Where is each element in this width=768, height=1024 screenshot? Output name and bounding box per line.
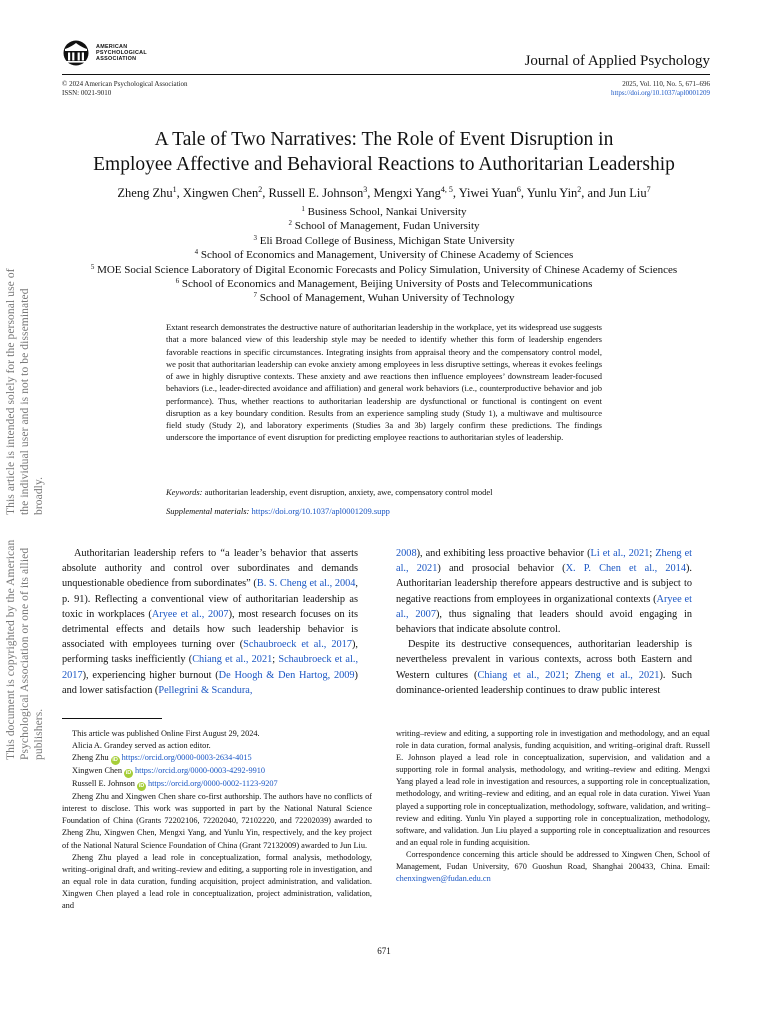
affiliation-number: 3: [253, 233, 257, 242]
logo-line: PSYCHOLOGICAL: [96, 49, 147, 56]
header-meta-left: [62, 80, 187, 98]
affiliation-item: [40, 263, 728, 277]
author-affiliation-mark: 2: [258, 185, 263, 194]
funding-note: Zheng Zhu and Xingwen Chen share co-first authorship. The authors have no conflicts of interest to disclose. This work was supported in part by the National Natural Science Foundation of China (Grants 72202106, 72202040, 72102220, and 72202039) awarded to Zheng Zhu, Xingwen Chen, Mengxi Yang, and Yunlu Yin, respectively, and the key project of the National Natural Science Foundation of China (Grant 72132009) awarded to Jun Liu.: [62, 792, 372, 850]
editor-note: Alicia A. Grandey served as action editor.: [72, 741, 211, 751]
supplemental-materials: [166, 505, 602, 517]
author-name: Jun Liu: [608, 186, 647, 200]
keywords-label: Keywords:: [166, 487, 203, 497]
roles-note-continued: writing–review and editing, a supporting role in investigation and methodology, and an equal role in data curation, formal analysis, funding acquisition, and writing–original draft. Russell E. Johnson played a lead role in conceptualization, supervision, and validation and a supporting role in formal analysis, methodology, and writing–review and editing. Mengxi Yang played a lead role in investigation and resources, a supporting role in conceptualization, methodology, and writing–review and editing, and an equal role in data curation. Yiwei Yuan played a supporting role in conceptualization, methodology, software, validation, and writing–review and editing. Yunlu Yin played a supporting role in conceptualization, methodology, software, and validation. Jun Liu played a supporting role in conceptualization and resources and an equal role in funding acquisition.: [396, 729, 710, 847]
affiliation-item: [40, 205, 728, 219]
author-name: Mengxi Yang: [373, 186, 441, 200]
volume-info: 2025, Vol. 110, No. 5, 671–696: [622, 80, 710, 88]
affiliation-text: School of Management, Wuhan University of Technology: [259, 292, 515, 305]
footnote-rule: [62, 718, 162, 719]
affiliation-number: 5: [90, 262, 95, 271]
affiliation-text: School of Economics and Management, Beijing University of Posts and Telecommunications: [181, 278, 593, 291]
body-text: Despite its destructive consequences, authoritarian leadership is nevertheless prevalent in various contexts, across both Eastern and Western cultures (: [396, 639, 692, 681]
citation-link[interactable]: 2008: [396, 548, 417, 559]
citation-link[interactable]: X. P. Chen et al., 2014: [565, 563, 686, 575]
orcid-author-name: Zheng Zhu: [72, 753, 109, 763]
body-text: ;: [272, 654, 279, 666]
body-text: ), and exhibiting less proactive behavior (: [416, 548, 591, 559]
author-name: Russell E. Johnson: [268, 186, 364, 200]
abstract: Extant research demonstrates the destructive nature of authoritarian leadership in the workplace, yet its widespread use suggests that a more balanced view of this leadership style may be needed to identify whether this form of leadership engenders favorable reactions in specific circumstances. Integrating insights from appraisal theory and the compensatory control model, we posit that authoritarian leadership can evoke anxiety among employees in less disruptive settings, whereas it evokes feelings of awe in highly disruptive contexts. These anxiety and awe reactions then influence employees’ downstream leader-focused behaviors (i.e., leader-directed avoidance and affiliation) and general work behaviors (i.e., counterproductive behavior and job performance). Thus, whether reactions to authoritarian leadership are dysfunctional or functional is contingent on event disruption as a key boundary condition. Results from an experience sampling study (Study 1), a multiwave and multisource field study (Study 2), and laboratory experiments (Studies 3a and 3b) largely confirm these predictions. The findings underscore the importance of event disruption for predicting employee reactions to authoritarian styles of leadership.: [166, 322, 602, 443]
orcid-line: [62, 778, 372, 791]
affiliation-item: [40, 277, 728, 291]
orcid-line: [62, 752, 372, 765]
author-affiliation-mark: 2: [577, 185, 582, 194]
citation-link[interactable]: De Hoogh & Den Hartog, 2009: [218, 669, 355, 681]
citation-link[interactable]: Li et al., 2021: [590, 548, 650, 559]
citation-link[interactable]: Schaubroeck et al., 2017: [243, 639, 352, 651]
body-paragraph: [62, 546, 358, 698]
header-meta-right: [611, 80, 710, 98]
orcid-author-name: Xingwen Chen: [72, 766, 123, 776]
logo-line: AMERICAN: [96, 43, 128, 50]
orcid-icon[interactable]: iD: [138, 783, 145, 790]
body-text: ) and lower satisfaction (: [62, 669, 358, 696]
author-name: Yunlu Yin: [526, 186, 578, 200]
citation-link[interactable]: Schaubroeck et al., 2017: [62, 654, 359, 681]
author-separator: ,: [452, 186, 459, 200]
published-note: This article was published Online First August 29, 2024.: [72, 729, 260, 738]
author-affiliation-mark: 1: [172, 185, 177, 194]
citation-link[interactable]: Aryee et al., 2007: [396, 593, 692, 620]
affiliation-number: 2: [288, 219, 292, 228]
body-text: ), experiencing higher burnout (: [82, 669, 219, 681]
body-text: ). Such dominance-oriented leadership continues to draw public interest: [396, 669, 693, 696]
body-text: ), most research focuses on its detrimental effects and details how such leadership behavior is associated with employees turning over (: [62, 608, 359, 651]
side-notice-line-2: This article is intended solely for the personal use of the individual user and is not to be disseminated broadly.: [5, 268, 45, 516]
journal-name: Journal of Applied Psychology: [524, 53, 710, 69]
correspondence-email-link[interactable]: chenxingwen@fudan.edu.cn: [396, 874, 491, 884]
affiliation-text: Eli Broad College of Business, Michigan State University: [259, 234, 515, 247]
affiliation-item: [40, 248, 728, 262]
copyright-line: © 2024 American Psychological Association: [62, 80, 188, 88]
side-notice-line-1: This document is copyrighted by the American Psychological Association or one of its allied publishers.: [5, 539, 45, 760]
orcid-link[interactable]: https://orcid.org/0000-0002-1123-9207: [147, 779, 278, 789]
affiliation-item: [40, 291, 728, 305]
affiliation-number: 6: [175, 277, 180, 286]
author-list: [40, 185, 728, 201]
author-separator: , and: [581, 186, 609, 200]
orcid-link[interactable]: https://orcid.org/0000-0003-2634-4015: [121, 753, 252, 763]
author-name: Yiwei Yuan: [458, 186, 517, 200]
citation-link[interactable]: Zheng et al., 2021: [396, 548, 693, 575]
keywords: [166, 486, 602, 498]
apa-logo-icon: [62, 40, 90, 66]
issn-line: ISSN: 0021-9010: [62, 89, 112, 97]
author-affiliation-mark: 4, 5: [440, 185, 453, 194]
body-text: , p. 91). Reflecting a conventional view of authoritarian leadership as toxic in workplaces (: [62, 578, 358, 620]
citation-link[interactable]: Aryee et al., 2007: [151, 608, 229, 620]
citation-link[interactable]: Chiang et al., 2021: [477, 669, 566, 681]
orcid-list: [62, 752, 372, 791]
body-text: ). Authoritarian leadership therefore appears destructive and is subject to negative reactions from employees in organizational contexts (: [396, 563, 692, 605]
body-text: ;: [649, 548, 656, 559]
footnote-left: [62, 728, 372, 912]
keywords-text: authoritarian leadership, event disruption, anxiety, awe, compensatory control model: [204, 487, 493, 497]
body-text: ), thus signaling that leaders should avoid engaging in behaviors that indicate absolute control.: [396, 608, 693, 636]
logo-line: ASSOCIATION: [96, 56, 137, 63]
affiliation-list: [40, 205, 728, 306]
footnote-right: [396, 728, 710, 885]
supplemental-link[interactable]: https://doi.org/10.1037/apl0001209.supp: [251, 506, 390, 516]
body-text: Authoritarian leadership refers to “a leader’s behavior that asserts absolute authority and control over subordinates and demands unquestionable obedience from subordinates” (: [62, 548, 358, 590]
orcid-icon[interactable]: iD: [125, 770, 132, 777]
author-name: Zheng Zhu: [117, 186, 173, 200]
correspondence-note: [396, 849, 710, 885]
body-paragraph: [396, 637, 692, 698]
author-affiliation-mark: 6: [516, 185, 521, 194]
orcid-line: [62, 765, 372, 778]
title-line-2: Employee Affective and Behavioral Reactions to Authoritarian Leadership: [93, 153, 675, 175]
body-paragraph: [396, 546, 692, 637]
author-affiliation-mark: 3: [363, 185, 368, 194]
roles-note: Zheng Zhu played a lead role in conceptualization, formal analysis, methodology, writing–original draft, and writing–review and editing, a supporting role in investigation, and an equal role in data curation, funding acquisition, project administration, and validation. Xingwen Chen played a lead role in conceptualization, project administration, validation, and: [62, 852, 372, 911]
body-text: ), performing tasks inefficiently (: [62, 639, 358, 666]
logo-text: [96, 44, 147, 63]
page-header: [62, 40, 710, 96]
affiliation-text: MOE Social Science Laboratory of Digital Economic Forecasts and Policy Simulation, University of Chinese Academy of Sciences: [97, 263, 678, 276]
affiliation-text: School of Management, Fudan University: [294, 220, 480, 233]
supplemental-label: Supplemental materials:: [166, 506, 250, 516]
citation-link[interactable]: Chiang et al., 2021: [192, 654, 273, 666]
citation-link[interactable]: Pellegrini & Scandura,: [158, 684, 253, 696]
author-affiliation-mark: 7: [646, 185, 651, 194]
author-name: Xingwen Chen: [182, 186, 259, 200]
author-separator: ,: [176, 186, 183, 200]
orcid-author-name: Russell E. Johnson: [72, 779, 135, 789]
body-column-left: [62, 546, 358, 698]
author-separator: ,: [520, 186, 527, 200]
author-separator: ,: [367, 186, 374, 200]
article-title: [40, 128, 728, 177]
header-rule: [62, 74, 710, 75]
orcid-icon[interactable]: iD: [112, 757, 118, 764]
affiliation-number: 1: [301, 205, 305, 213]
correspondence-text: Correspondence concerning this article should be addressed to Xingwen Chen, School of Management, Fudan University, 670 Guoshun Road, Shanghai 200433, China. Email:: [396, 849, 710, 872]
orcid-link[interactable]: https://orcid.org/0000-0003-4292-9910: [135, 766, 266, 776]
author-separator: ,: [262, 186, 269, 200]
citation-link[interactable]: B. S. Cheng et al., 2004: [256, 578, 356, 590]
title-line-1: A Tale of Two Narratives: The Role of Event Disruption in: [154, 129, 614, 150]
apa-logo: [62, 40, 147, 66]
page-number: 671: [377, 946, 391, 956]
affiliation-text: Business School, Nankai University: [307, 206, 467, 218]
affiliation-number: 4: [194, 248, 199, 257]
affiliation-number: 7: [253, 291, 258, 300]
copyright-side-notice: [4, 260, 44, 760]
affiliation-item: [40, 219, 728, 233]
body-text: ) and prosocial behavior (: [437, 563, 566, 575]
body-column-right: [396, 546, 692, 698]
body-text: ;: [565, 669, 575, 681]
doi-link[interactable]: https://doi.org/10.1037/apl0001209: [610, 89, 710, 97]
citation-link[interactable]: Zheng et al., 2021: [574, 669, 660, 681]
affiliation-text: School of Economics and Management, University of Chinese Academy of Sciences: [200, 249, 574, 262]
affiliation-item: [40, 234, 728, 248]
